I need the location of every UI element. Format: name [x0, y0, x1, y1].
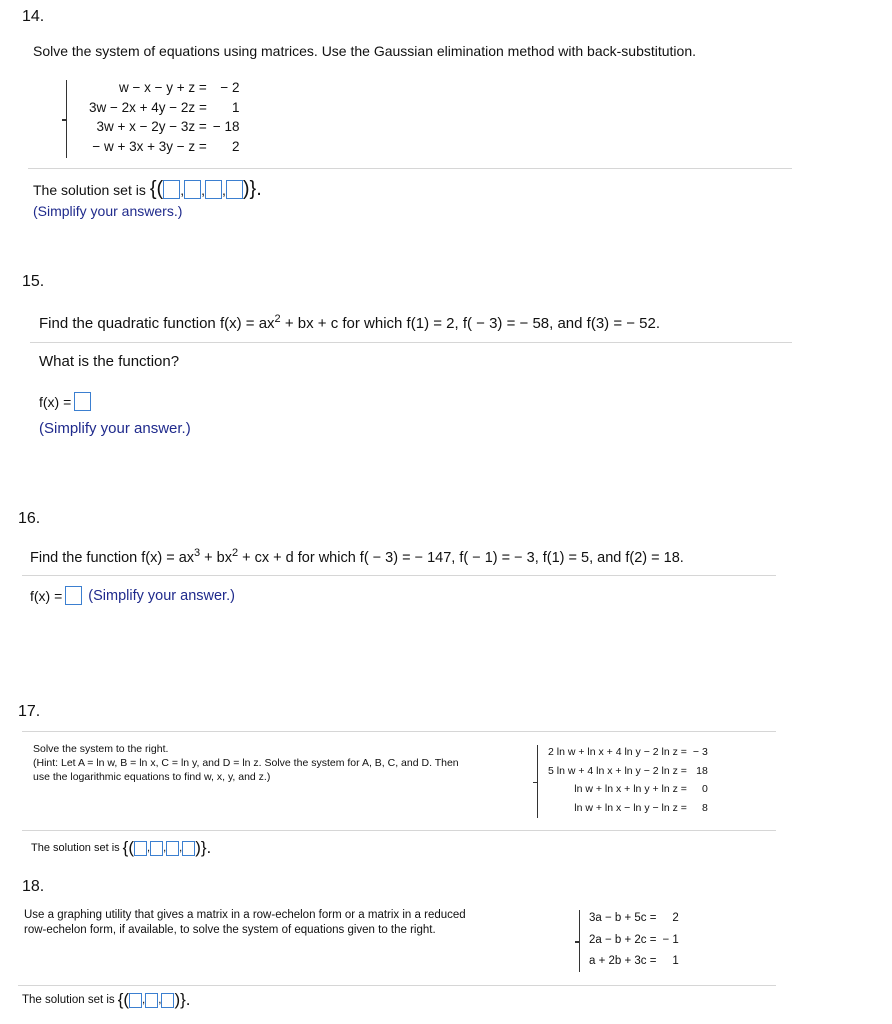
q14-system: [86, 78, 242, 156]
q17-divider-bottom: [22, 830, 776, 831]
q18-answer-b[interactable]: [145, 993, 158, 1008]
q15-divider: [30, 342, 792, 343]
q15-question: What is the function?: [39, 353, 180, 370]
q17-brace: [537, 745, 538, 818]
q14-answer-w[interactable]: [163, 180, 180, 199]
q14-brace: [66, 80, 67, 158]
q15-answer-label: f(x) =: [39, 393, 72, 410]
q16-number: 16.: [18, 510, 41, 527]
q14-eq-1: w − x − y + z = − 2: [119, 80, 240, 95]
q14-divider: [28, 168, 792, 169]
q18-number: 18.: [22, 878, 45, 895]
q17-eq-4: ln w + ln x − ln y − ln z = 8: [574, 801, 708, 814]
q14-number: 14.: [22, 8, 45, 25]
q18-line-2: row-echelon form, if available, to solve the system of equations given to the right.: [24, 924, 436, 936]
q17-eq-2: 5 ln w + 4 ln x + ln y − 2 ln z = 18: [548, 764, 708, 777]
q15-answer-input[interactable]: [74, 392, 91, 411]
q17-prompt: [33, 742, 533, 784]
q16-answer-input[interactable]: [65, 586, 82, 605]
q17-system: [545, 743, 711, 817]
q18-brace: [579, 910, 580, 972]
q18-open-brace: {(: [117, 990, 130, 1009]
q18-prompt: [24, 908, 544, 938]
q16-divider: [22, 575, 776, 576]
q17-line-1: Solve the system to the right.: [33, 743, 169, 755]
q16-hint: (Simplify your answer.): [88, 587, 235, 604]
q17-solution-row: The solution set is {( , , , )}.: [31, 838, 212, 857]
q18-eq-3: a + 2b + 3c = 1: [589, 955, 679, 967]
q17-line-2: (Hint: Let A = ln w, B = ln x, C = ln y, and D = ln z. Solve the system for A, B, C, and D. Then: [33, 757, 459, 769]
q16-prompt: Find the function $f(x) = ax^3 + bx^2$ + cx + d for which f( − 3) = − 147, f( − 1) = − 3, f(1) = 5, and f(2) = 18.: [30, 547, 684, 566]
q18-line-1: Use a graphing utility that gives a matrix in a row-echelon form or a matrix in a reduced: [24, 909, 466, 921]
q14-answer-y[interactable]: [205, 180, 222, 199]
q16-answer-label: f(x) =: [30, 587, 63, 604]
q14-eq-4: − w + 3x + 3y − z = 2: [92, 138, 240, 154]
q18-eq-1: 3a − b + 5c = 2: [589, 912, 679, 924]
q14-close-brace: )}.: [242, 178, 262, 200]
q18-answer-a[interactable]: [129, 993, 142, 1008]
q17-answer-w[interactable]: [134, 841, 147, 856]
q15-prompt: Find the quadratic function $f(x) = ax^2$ + bx + c for which f(1) = 2, f( − 3) = − 58, and f(3) = − 52.: [39, 313, 661, 332]
q17-eq-3: ln w + ln x + ln y + ln z = 0: [574, 783, 708, 795]
q18-solution-label: The solution set is: [22, 994, 115, 1006]
q18-close-brace: )}.: [174, 990, 191, 1009]
q17-solution-label: The solution set is: [31, 842, 120, 854]
q15-answer-row: [39, 392, 91, 411]
q14-solution-label: The solution set is: [33, 181, 146, 198]
q18-system: [586, 908, 682, 973]
q17-divider-top: [22, 731, 776, 732]
q17-answer-z[interactable]: [182, 841, 195, 856]
q15-number: 15.: [22, 273, 45, 290]
q14-open-brace: {(: [149, 178, 164, 200]
q17-eq-1: 2 ln w + ln x + 4 ln y − 2 ln z = − 3: [548, 746, 708, 758]
q17-number: 17.: [18, 703, 41, 720]
q18-solution-row: The solution set is {( , , )}.: [22, 990, 191, 1009]
q14-prompt: Solve the system of equations using matrices. Use the Gaussian elimination method with back-substitution.: [33, 43, 696, 59]
q17-answer-x[interactable]: [150, 841, 163, 856]
q15-hint: (Simplify your answer.): [39, 420, 191, 437]
q14-eq-2: 3w − 2x + 4y − 2z = 1: [89, 99, 240, 115]
q17-line-3: use the logarithmic equations to find w, x, y, and z.): [33, 771, 271, 783]
q18-answer-c[interactable]: [161, 993, 174, 1008]
q17-open-brace: {(: [122, 838, 134, 857]
q17-answer-y[interactable]: [166, 841, 179, 856]
q18-eq-2: 2a − b + 2c = − 1: [589, 933, 679, 946]
q14-answer-z[interactable]: [226, 180, 243, 199]
q18-divider: [18, 985, 776, 986]
q14-hint: (Simplify your answers.): [33, 203, 183, 219]
q14-eq-3: 3w + x − 2y − 3z = − 18: [96, 119, 240, 134]
q17-close-brace: )}.: [195, 838, 212, 857]
q14-answer-x[interactable]: [184, 180, 201, 199]
q14-solution-row: The solution set is {( , , , )}.: [33, 178, 262, 200]
q16-answer-row: [30, 586, 235, 605]
